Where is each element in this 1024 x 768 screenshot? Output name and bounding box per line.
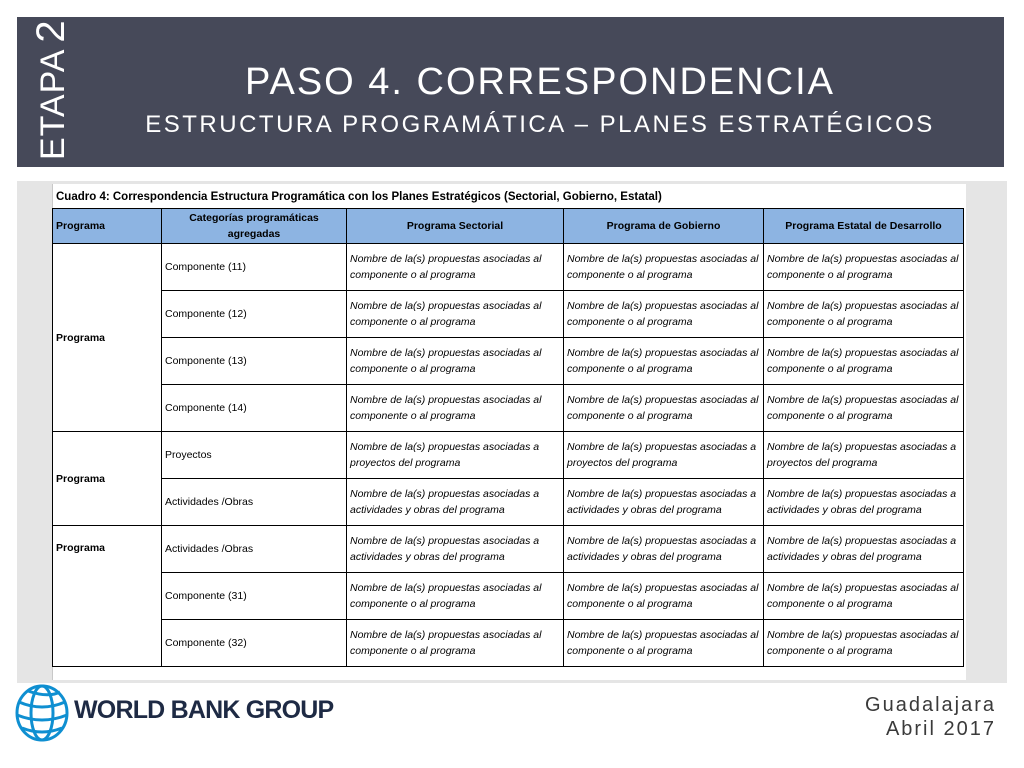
header-estatal: Programa Estatal de Desarrollo (764, 209, 964, 244)
sectorial-cell: Nombre de la(s) propuestas asociadas a proyectos del programa (347, 432, 564, 479)
programa-cell: Programa (53, 526, 162, 667)
correspondence-table (52, 208, 964, 667)
estatal-cell: Nombre de la(s) propuestas asociadas a proyectos del programa (764, 432, 964, 479)
gobierno-cell: Nombre de la(s) propuestas asociadas a actividades y obras del programa (564, 479, 764, 526)
gobierno-cell: Nombre de la(s) propuestas asociadas al componente o al programa (564, 385, 764, 432)
etapa-label (31, 20, 71, 160)
category-cell: Componente (12) (162, 291, 347, 338)
estatal-cell: Nombre de la(s) propuestas asociadas al componente o al programa (764, 338, 964, 385)
gobierno-cell: Nombre de la(s) propuestas asociadas al componente o al programa (564, 573, 764, 620)
table-header-row (53, 209, 964, 244)
programa-cell: Programa (53, 244, 162, 432)
programa-cell: Programa (53, 432, 162, 526)
estatal-cell: Nombre de la(s) propuestas asociadas al componente o al programa (764, 291, 964, 338)
etapa-word: ETAPA (34, 48, 72, 160)
category-cell: Componente (32) (162, 620, 347, 667)
estatal-cell: Nombre de la(s) propuestas asociadas a actividades y obras del programa (764, 479, 964, 526)
category-cell: Proyectos (162, 432, 347, 479)
header-programa: Programa (53, 209, 162, 244)
footer (865, 693, 996, 741)
estatal-cell: Nombre de la(s) propuestas asociadas al componente o al programa (764, 620, 964, 667)
header-sectorial: Programa Sectorial (347, 209, 564, 244)
etapa-number: 2 (29, 20, 73, 43)
table-row (53, 526, 964, 573)
table-row (53, 385, 964, 432)
category-cell: Actividades /Obras (162, 526, 347, 573)
table-row (53, 573, 964, 620)
table-row (53, 620, 964, 667)
slide-subtitle: ESTRUCTURA PROGRAMÁTICA – PLANES ESTRATÉGICOS (145, 111, 935, 138)
table-row (53, 291, 964, 338)
gobierno-cell: Nombre de la(s) propuestas asociadas a actividades y obras del programa (564, 526, 764, 573)
world-bank-group-logo-text: WORLD BANK GROUP (74, 696, 334, 724)
globe-icon (14, 682, 72, 744)
table-row (53, 432, 964, 479)
gobierno-cell: Nombre de la(s) propuestas asociadas al componente o al programa (564, 244, 764, 291)
gobierno-cell: Nombre de la(s) propuestas asociadas al componente o al programa (564, 291, 764, 338)
sectorial-cell: Nombre de la(s) propuestas asociadas al componente o al programa (347, 291, 564, 338)
sectorial-cell: Nombre de la(s) propuestas asociadas al componente o al programa (347, 244, 564, 291)
footer-date: Abril 2017 (885, 718, 996, 740)
header-categorias: Categorías programáticas agregadas (162, 209, 347, 244)
table-caption: Cuadro 4: Correspondencia Estructura Programática con los Planes Estratégicos (Sectorial, Gobierno, Estatal) (56, 191, 662, 203)
sectorial-cell: Nombre de la(s) propuestas asociadas a actividades y obras del programa (347, 526, 564, 573)
sectorial-cell: Nombre de la(s) propuestas asociadas al componente o al programa (347, 385, 564, 432)
gobierno-cell: Nombre de la(s) propuestas asociadas a proyectos del programa (564, 432, 764, 479)
sectorial-cell: Nombre de la(s) propuestas asociadas a actividades y obras del programa (347, 479, 564, 526)
footer-city: Guadalajara (865, 694, 996, 716)
sectorial-cell: Nombre de la(s) propuestas asociadas al componente o al programa (347, 573, 564, 620)
slide-title: PASO 4. CORRESPONDENCIA (244, 61, 836, 103)
table-row (53, 244, 964, 291)
estatal-cell: Nombre de la(s) propuestas asociadas al componente o al programa (764, 573, 964, 620)
gobierno-cell: Nombre de la(s) propuestas asociadas al componente o al programa (564, 620, 764, 667)
sectorial-cell: Nombre de la(s) propuestas asociadas al componente o al programa (347, 338, 564, 385)
gobierno-cell: Nombre de la(s) propuestas asociadas al componente o al programa (564, 338, 764, 385)
header-gobierno: Programa de Gobierno (564, 209, 764, 244)
table-row (53, 479, 964, 526)
category-cell: Componente (14) (162, 385, 347, 432)
table-row (53, 338, 964, 385)
category-cell: Componente (13) (162, 338, 347, 385)
estatal-cell: Nombre de la(s) propuestas asociadas al componente o al programa (764, 244, 964, 291)
sectorial-cell: Nombre de la(s) propuestas asociadas al componente o al programa (347, 620, 564, 667)
estatal-cell: Nombre de la(s) propuestas asociadas al componente o al programa (764, 385, 964, 432)
estatal-cell: Nombre de la(s) propuestas asociadas a actividades y obras del programa (764, 526, 964, 573)
category-cell: Componente (11) (162, 244, 347, 291)
category-cell: Actividades /Obras (162, 479, 347, 526)
category-cell: Componente (31) (162, 573, 347, 620)
